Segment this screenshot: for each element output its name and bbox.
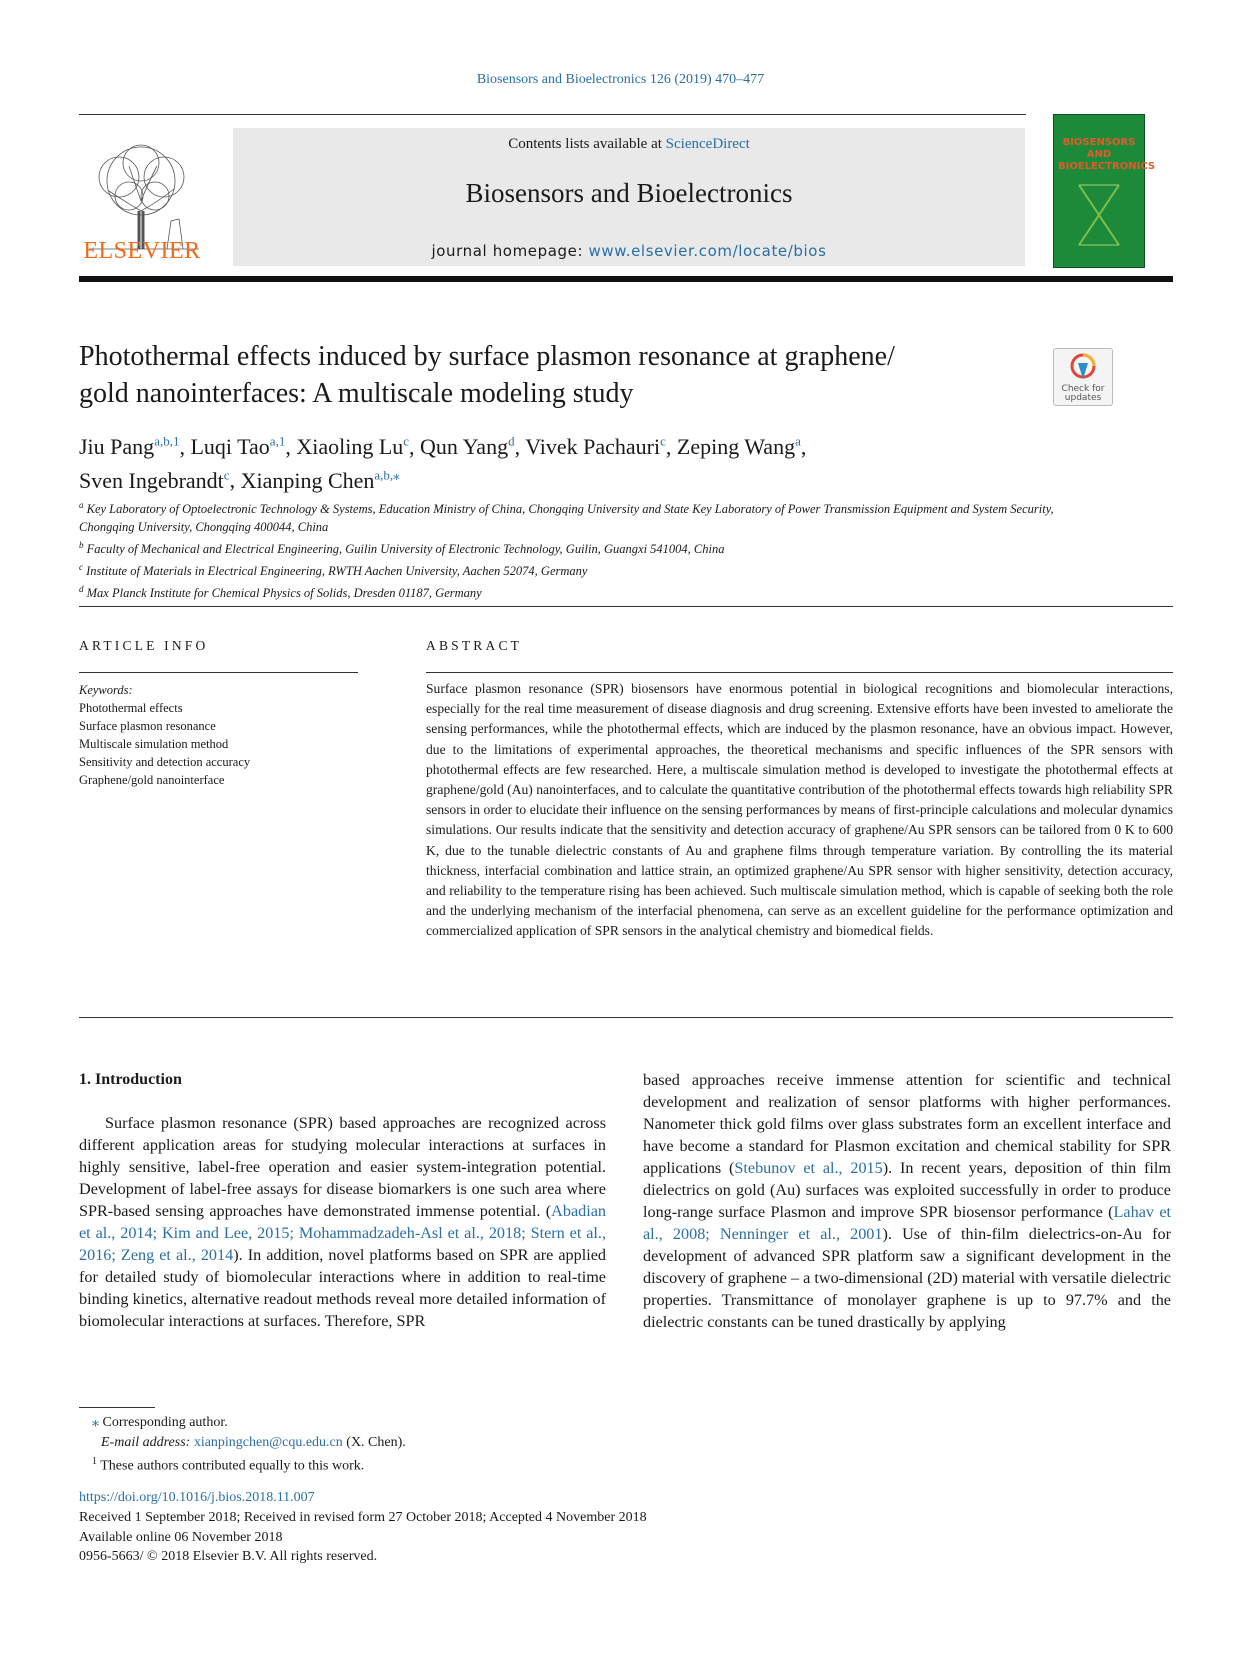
contents-prefix: Contents lists available at bbox=[508, 136, 666, 152]
received-dates: Received 1 September 2018; Received in revised form 27 October 2018; Accepted 4 November 2018 bbox=[79, 1509, 647, 1525]
abstract-rule bbox=[426, 672, 1173, 673]
check-updates-icon bbox=[1070, 353, 1096, 381]
article-title-line-1: Photothermal effects induced by surface plasmon resonance at graphene/ bbox=[79, 341, 895, 372]
publication-info bbox=[79, 1488, 979, 1567]
contents-available-line bbox=[233, 136, 1025, 153]
header-rule bbox=[79, 114, 1026, 115]
affiliation: $^a$ Key Laboratory of Optoelectronic Technology & Systems, Education Ministry of China, Chongqing University and State Key Laboratory of Power Transmission Equipment and System Security, Chongqing University, Chongqing 400044, China bbox=[79, 500, 1054, 535]
section-rule bbox=[79, 606, 1173, 607]
journal-masthead bbox=[233, 128, 1025, 266]
author[interactable]: Xianping Chen$^{a,b,⁎}$ bbox=[240, 467, 400, 493]
header-thick-rule bbox=[79, 276, 1173, 282]
keyword: Surface plasmon resonance bbox=[79, 719, 216, 733]
journal-title: Biosensors and Bioelectronics bbox=[465, 178, 793, 208]
abstract-heading: ABSTRACT bbox=[426, 638, 523, 653]
author[interactable]: Xiaoling Lu$^c$ bbox=[296, 434, 410, 460]
sciencedirect-link[interactable]: ScienceDirect bbox=[665, 136, 750, 152]
footnotes bbox=[79, 1413, 779, 1476]
introduction-heading: 1. Introduction bbox=[79, 1071, 182, 1088]
doi-link[interactable]: https://doi.org/10.1016/j.bios.2018.11.007 bbox=[79, 1490, 315, 1505]
homepage-prefix: journal homepage: bbox=[431, 242, 589, 260]
abstract-text: Surface plasmon resonance (SPR) biosensors have enormous potential in biological recognitions and biomolecular interactions, especially for the real time measurement of disease diagnosis and drug screening. Extensive efforts have been invested to ameliorate the sensing performances, while the photothermal effects, which are induced by the plasmon resonance, have an obvious impact. However, due to the limitations of experimental approaches, the theoretical mechanisms and specific influences of the SPR sensors with photothermal effects are few researched. Here, a multiscale simulation method is developed to investigate the photothermal effects at graphene/gold (Au) nanointerfaces, and to calculate the quantitative contribution of the photothermal effects towards high reliability SPR sensors in order to elucidate their influence on the sensing performances by means of first-principle calculations and molecular dynamics simulations. Our results indicate that the sensitivity and detection accuracy of graphene/Au SPR sensors can be tailored from 0 K to 600 K, due to the tunable dielectric constants of Au and graphene films through temperature variation. By controlling the its material thickness, interfacial combination and lattice strain, an optimized graphene/Au SPR sensor with higher sensitivity, detection accuracy, and reliability to the temperature rising has been achieved. Such multiscale simulation method, which is capable of seeking both the role and the underlying mechanism of the interfacial phenomena, can serve as an excellent guideline for the performance optimization and commercialized application of SPR sensors in the analytical chemistry and biomedical fields. bbox=[426, 681, 1173, 939]
citation-link[interactable]: Abadian et al., 2014; Kim and Lee, 2015; Mohammadzadeh-Asl et al., 2018; Stern et al., 2016; Zeng et al., 2014 bbox=[79, 1202, 606, 1264]
affiliation: $^d$ Max Planck Institute for Chemical Physics of Solids, Dresden 01187, Germany bbox=[79, 584, 482, 601]
author[interactable]: Vivek Pachauri$^c$ bbox=[525, 434, 666, 460]
keyword: Photothermal effects bbox=[79, 701, 183, 715]
journal-reference-link[interactable]: Biosensors and Bioelectronics 126 (2019) 470–477 bbox=[476, 72, 765, 87]
author-list: Jiu Pang$^{a,b,1}$, Luqi Tao$^{a,1}$, Xiaoling Lu$^c$, Qun Yang$^d$, Vivek Pachauri$^c$, Zeping Wang$^a$, Sven Ingebrandt$^c$, Xianping Chen$^{a,b,⁎}$ bbox=[79, 434, 807, 493]
cover-graphic bbox=[1074, 175, 1124, 255]
author[interactable]: Jiu Pang$^{a,b,1}$ bbox=[79, 434, 180, 460]
copyright: 0956-5663/ © 2018 Elsevier B.V. All rights reserved. bbox=[79, 1549, 378, 1565]
check-updates-label: Check for updates bbox=[1061, 384, 1105, 403]
author[interactable]: Qun Yang$^d$ bbox=[420, 434, 515, 460]
keyword: Multiscale simulation method bbox=[79, 737, 229, 751]
author[interactable]: Sven Ingebrandt$^c$ bbox=[79, 467, 230, 493]
body-column-left: Surface plasmon resonance (SPR) based approaches are recognized across different application areas for studying molecular interactions at surfaces in highly sensitive, label-free operation and easier system-integration potential. Development of label-free assays for disease biomarkers is one such area where SPR-based sensing approaches have demonstrated immense potential. (Abadian et al., 2014; Kim and Lee, 2015; Mohammadzadeh-Asl et al., 2018; Stern et al., 2016; Zeng et al., 2014). In addition, novel platforms based on SPR are applied for detailed study of biomolecular interactions where in addition to real-time binding kinetics, alternative readout methods reveal more detailed information of biomolecular interactions at surfaces. Therefore, SPR bbox=[79, 1114, 606, 1330]
keywords-label: Keywords: bbox=[79, 683, 133, 697]
affiliation: $^b$ Faculty of Mechanical and Electrical Engineering, Guilin University of Electronic Technology, Guilin, Guangxi 541004, China bbox=[79, 540, 725, 557]
footnote-rule bbox=[79, 1407, 155, 1408]
citation-link[interactable]: Stebunov et al., 2015 bbox=[734, 1159, 883, 1177]
article-title-line-2: gold nanointerfaces: A multiscale modeling study bbox=[79, 378, 634, 409]
journal-homepage-line bbox=[233, 242, 1025, 260]
affiliation: $^c$ Institute of Materials in Electrical Engineering, RWTH Aachen University, Aachen 52074, Germany bbox=[79, 562, 588, 579]
keyword: Sensitivity and detection accuracy bbox=[79, 755, 251, 769]
cover-title: BIOSENSORS AND BIOELECTRONICS bbox=[1058, 137, 1156, 172]
equal-contribution-note: $^1$ These authors contributed equally to this work. bbox=[92, 1456, 365, 1474]
citation-link[interactable]: Lahav et al., 2008; Nenninger et al., 2001 bbox=[643, 1203, 1171, 1243]
check-for-updates-button[interactable] bbox=[1053, 348, 1113, 406]
homepage-link[interactable]: www.elsevier.com/locate/bios bbox=[588, 242, 827, 260]
email-note: E-mail address: xianpingchen@cqu.edu.cn (X. Chen). bbox=[101, 1434, 406, 1450]
section-rule bbox=[79, 1017, 1173, 1018]
info-rule bbox=[79, 672, 358, 673]
body-column-right: based approaches receive immense attention for scientific and technical development and realization of sensor platforms with higher performances. Nanometer thick gold films over glass substrates form an excellent interface and have become a standard for Plasmon excitation and chemical stability for SPR applications (Stebunov et al., 2015). In recent years, deposition of thin film dielectrics on gold (Au) surfaces was exploited successfully in order to produce long-range surface Plasmon and improve SPR biosensor performance (Lahav et al., 2008; Nenninger et al., 2001). Use of thin-film dielectrics-on-Au for development of advanced SPR platform saw a significant development in the discovery of graphene – a two-dimensional (2D) material with versatile dielectric properties. Transmittance of monolayer graphene is up to 97.7% and the dielectric constants can be tuned drastically by applying bbox=[643, 1071, 1171, 1331]
keywords-block bbox=[79, 681, 359, 789]
keyword: Graphene/gold nanointerface bbox=[79, 773, 225, 787]
available-online: Available online 06 November 2018 bbox=[79, 1529, 283, 1545]
corresponding-author-note: ⁎ Corresponding author. bbox=[92, 1415, 228, 1430]
elsevier-wordmark: ELSEVIER bbox=[83, 238, 201, 264]
author[interactable]: Zeping Wang$^a$ bbox=[676, 434, 801, 460]
email-link[interactable]: xianpingchen@cqu.edu.cn bbox=[193, 1434, 343, 1450]
journal-cover-thumbnail[interactable] bbox=[1053, 114, 1156, 268]
affiliations bbox=[79, 496, 1079, 603]
article-title bbox=[79, 338, 1029, 412]
article-info-heading: ARTICLE INFO bbox=[79, 638, 209, 653]
author[interactable]: Luqi Tao$^{a,1}$ bbox=[190, 434, 286, 460]
